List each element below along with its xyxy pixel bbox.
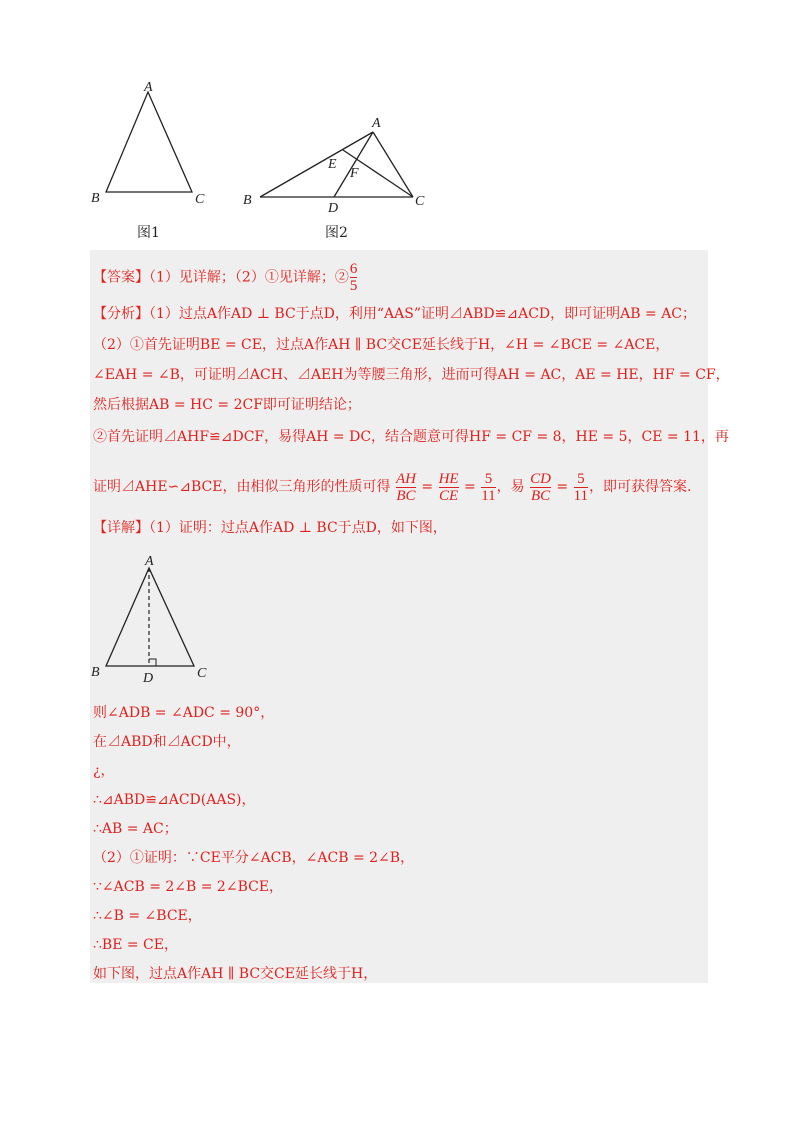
label-a: A (372, 116, 381, 131)
figure-1 (85, 78, 215, 213)
label-a: A (145, 554, 154, 569)
label-b: B (91, 191, 100, 206)
label-d: D (328, 201, 339, 215)
label-d: D (143, 671, 154, 685)
detail-line-6: ∴AB = AC； (93, 821, 178, 837)
label-f: F (350, 166, 359, 181)
figure-2 (238, 110, 438, 215)
detail-line-9: ∴∠B = ∠BCE， (93, 908, 202, 924)
analysis-line-5: ②首先证明⊿AHF≌⊿DCF，易得AH = DC，结合题意可得HF = CF = 8，HE = 5，CE = 11，再 (93, 429, 729, 445)
figure-1-drawing (85, 78, 215, 213)
detail-line-3: 在⊿ABD和⊿ACD中， (93, 734, 241, 750)
label-c: C (415, 194, 425, 209)
figure-3-drawing (85, 550, 215, 685)
label-b: B (243, 193, 252, 208)
figure-2-drawing (238, 110, 438, 215)
fraction-5-11-b: $\frac{5}{11}$ (573, 470, 589, 504)
analysis-text-6c: ，即可获得答案. (589, 479, 692, 495)
fraction-he-ce: $\frac{HE}{CE}$ (438, 470, 459, 504)
answer-fraction: $\frac{6}{5}$ (349, 261, 358, 294)
equals-1: = (421, 479, 434, 495)
label-b: B (91, 665, 100, 680)
analysis-line-1: 【分析】（1）过点A作AD ⊥ BC于点D，利用“AAS”证明⊿ABD≌⊿ACD，即可证明AB = AC； (93, 306, 697, 322)
label-e: E (328, 157, 337, 172)
label-c: C (197, 666, 207, 681)
detail-line-7: （2）①证明：∵CE平分∠ACB，∠ACB = 2∠B， (93, 850, 415, 866)
analysis-text-6a: 证明⊿AHE∽⊿BCE，由相似三角形的性质可得 (93, 479, 391, 495)
analysis-line-4: 然后根据AB = HC = 2CF即可证明结论； (93, 397, 361, 413)
answer-text: 【答案】（1）见详解；（2）①见详解；② (93, 269, 349, 286)
fraction-cd-bc: $\frac{CD}{BC}$ (530, 470, 551, 504)
analysis-line-2: （2）①首先证明BE = CE，过点A作AH ∥ BC交CE延长线于H，∠H = ∠BCE = ∠ACE， (93, 337, 670, 353)
analysis-text-6b: ，易 (496, 479, 525, 495)
detail-line-11: 如下图，过点A作AH ∥ BC交CE延长线于H， (93, 966, 378, 982)
figure-3 (85, 550, 215, 685)
detail-line-4: ¿， (93, 763, 115, 779)
answer-line (93, 261, 358, 294)
detail-line-5: ∴⊿ABD≌⊿ACD(AAS)， (93, 792, 256, 808)
detail-line-1: 【详解】（1）证明：过点A作AD ⊥ BC于点D，如下图， (93, 520, 447, 536)
fraction-ah-bc: $\frac{AH}{BC}$ (395, 470, 416, 504)
label-c: C (195, 192, 205, 207)
analysis-line-3: ∠EAH = ∠B，可证明⊿ACH、⊿AEH为等腰三角形，进而可得AH = AC，AE = HE，HF = CF， (93, 367, 730, 383)
figure-1-caption: 图1 (137, 225, 160, 241)
fraction-5-11-a: $\frac{5}{11}$ (481, 470, 496, 504)
equals-3: = (556, 479, 569, 495)
label-a: A (144, 80, 153, 95)
detail-line-10: ∴BE = CE， (93, 937, 178, 953)
detail-line-8: ∵∠ACB = 2∠B = 2∠BCE， (93, 879, 284, 895)
analysis-line-6 (93, 470, 692, 504)
figure-2-caption: 图2 (325, 225, 348, 241)
detail-line-2: 则∠ADB = ∠ADC = 90°， (93, 705, 275, 721)
equals-2: = (464, 479, 476, 495)
